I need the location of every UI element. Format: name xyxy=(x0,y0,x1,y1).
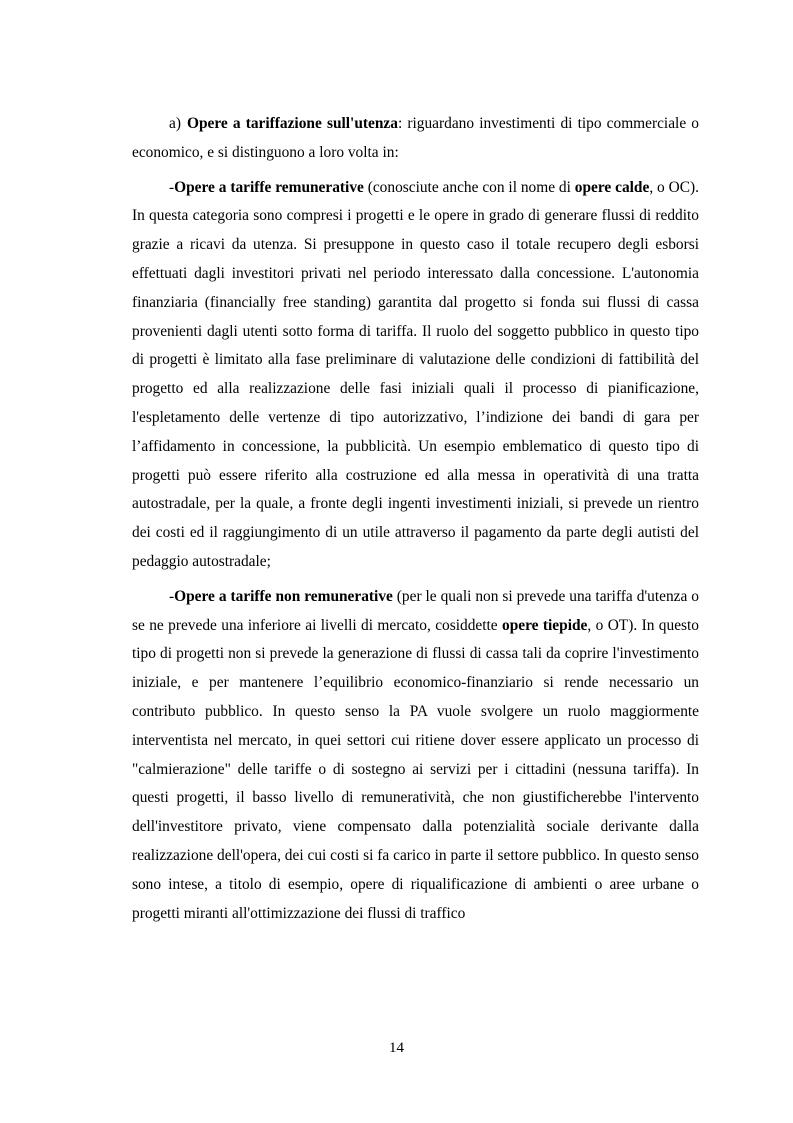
page-number: 14 xyxy=(389,1040,404,1056)
bold-term: Opere a tariffe remunerative xyxy=(174,178,364,196)
bold-term: Opere a tariffazione sull'utenza xyxy=(186,115,398,132)
bold-term-secondary: opere calde xyxy=(574,178,650,196)
bold-term: Opere a tariffe non remunerative xyxy=(174,587,393,605)
paragraph-tariffe-non-remunerative xyxy=(132,583,699,929)
list-marker: - xyxy=(169,587,175,605)
bold-term-secondary: opere tiepide xyxy=(502,616,588,634)
list-marker: a) xyxy=(169,115,181,132)
paragraph-text: : riguardano investimenti di tipo commerciale o economico, e si distinguono a loro volta in: xyxy=(132,115,699,161)
paragraph-text: (per le quali non si prevede una tariffa d'utenza o se ne prevede una inferiore ai livelli di mercato, cosiddette xyxy=(132,587,699,634)
list-marker: - xyxy=(169,178,175,196)
paragraph-opere-tariffazione xyxy=(132,110,699,168)
paragraph-text-continued: , o OC). In questa categoria sono compresi i progetti e le opere in grado di generare flussi di reddito grazie a ricavi da utenza. Si presuppone in questo caso il totale recupero degli esborsi effettuati dagli investitori privati nel periodo interessato dalla concessione. L'autonomia finanziaria (financially free standing) garantita dal progetto si fonda sui flussi di cassa provenienti dagli utenti sotto forma di tariffa. Il ruolo del soggetto pubblico in questo tipo di progetti è limitato alla fase preliminare di valutazione delle condizioni di fattibilità del progetto ed alla realizzazione delle fasi iniziali quali il processo di pianificazione, l'espletamento delle vertenze di tipo autorizzativo, l’indizione dei bandi di gara per l’affidamento in concessione, la pubblicità. Un esempio emblematico di questo tipo di progetti può essere riferito alla costruzione ed alla messa in operatività di una tratta autostradale, per la quale, a fronte degli ingenti investimenti iniziali, si prevede un rientro dei costi ed il raggiungimento di un utile attraverso il pagamento da parte degli autisti del pedaggio autostradale; xyxy=(132,178,699,570)
paragraph-tariffe-remunerative xyxy=(132,174,699,577)
paragraph-text-continued: , o OT). In questo tipo di progetti non si prevede la generazione di flussi di cassa tali da coprire l'investimento iniziale, e per mantenere l’equilibrio economico-finanziario si rende necessario un contributo pubblico. In questo senso la PA vuole svolgere un ruolo maggiormente interventista nel mercato, in quei settori cui ritiene dover essere applicato un processo di "calmierazione" delle tariffe o di sostegno ai servizi per i cittadini (nessuna tariffa). In questi progetti, il basso livello di remuneratività, che non giustificherebbe l'intervento dell'investitore privato, viene compensato dalla potenzialità sociale derivante dalla realizzazione dell'opera, dei cui costi si fa carico in parte il settore pubblico. In questo senso sono intese, a titolo di esempio, opere di riqualificazione di ambienti o aree urbane o progetti miranti all'ottimizzazione dei flussi di traffico xyxy=(132,616,699,922)
document-body xyxy=(132,110,699,934)
paragraph-text: (conosciute anche con il nome di xyxy=(363,178,575,196)
